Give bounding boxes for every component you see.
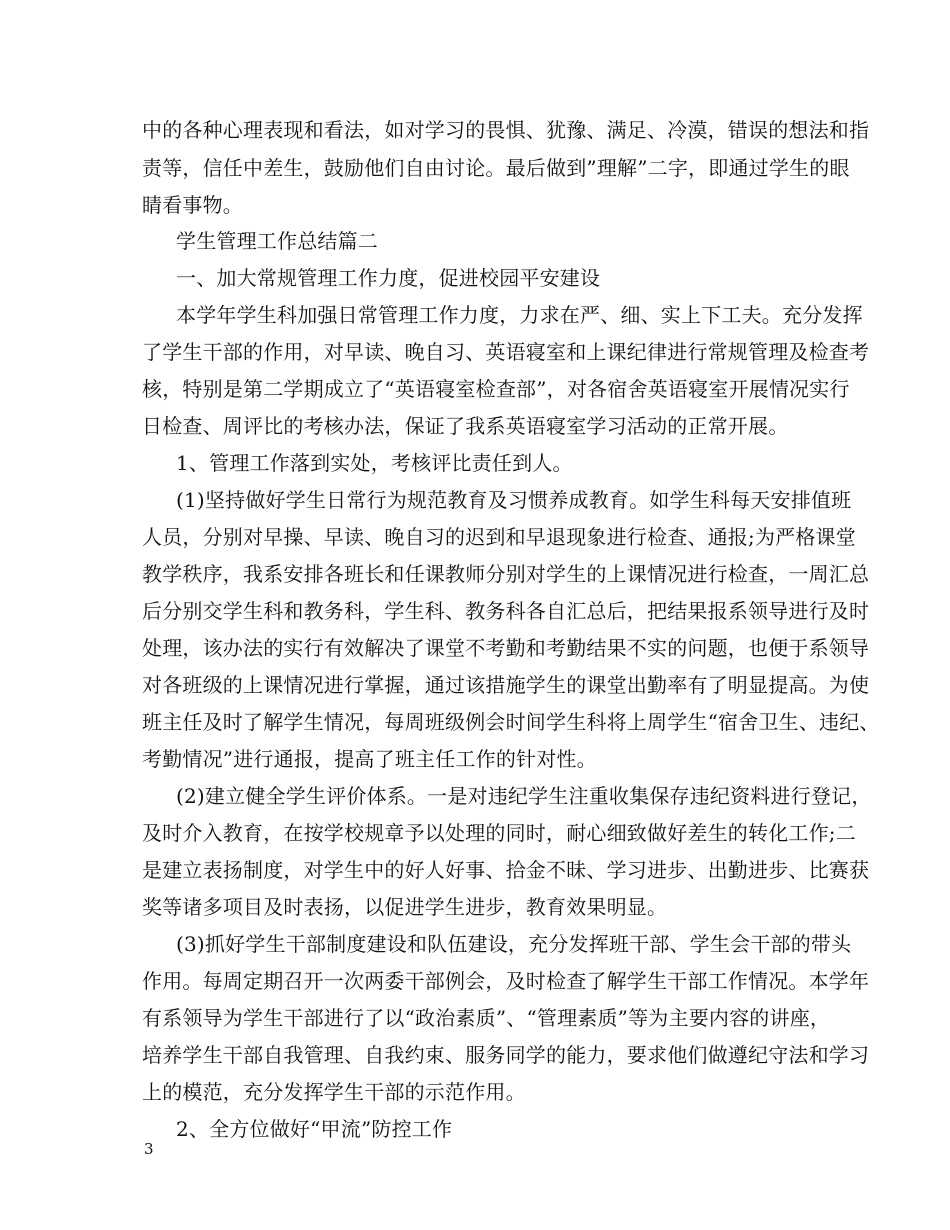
subheading: 一、加大常规管理工作力度，促进校园平安建设 [176, 266, 601, 290]
paragraph-line: 后分别交学生科和教务科，学生科、教务科各自汇总后，把结果报系领导进行及时 [142, 599, 870, 623]
paragraph-line: 教学秩序，我系安排各班长和任课教师分别对学生的上课情况进行检查，一周汇总 [142, 562, 870, 586]
paragraph-line: 人员，分别对早操、早读、晚自习的迟到和早退现象进行检查、通报;为严格课堂 [142, 525, 856, 549]
paragraph-line: 上的模范，充分发挥学生干部的示范作用。 [142, 1080, 526, 1104]
paragraph-line: (3)抓好学生干部制度建设和队伍建设，充分发挥班干部、学生会干部的带头 [176, 932, 852, 956]
paragraph-line: 班主任及时了解学生情况，每周班级例会时间学生科将上周学生“宿舍卫生、违纪、 [142, 710, 880, 734]
paragraph-line: 是建立表扬制度，对学生中的好人好事、拾金不昧、学习进步、出勤进步、比赛获 [142, 858, 870, 882]
paragraph-line: 有系领导为学生干部进行了以“政治素质”、“管理素质”等为主要内容的讲座， [142, 1006, 831, 1030]
paragraph-line: 对各班级的上课情况进行掌握，通过该措施学生的课堂出勤率有了明显提高。为使 [142, 673, 870, 697]
paragraph-line: 作用。每周定期召开一次两委干部例会，及时检查了解学生干部工作情况。本学年 [142, 969, 870, 993]
paragraph-line: 奖等诸多项目及时表扬，以促进学生进步，教育效果明显。 [142, 895, 668, 919]
paragraph-line: 培养学生干部自我管理、自我约束、服务同学的能力，要求他们做遵纪守法和学习 [142, 1043, 870, 1067]
section-heading: 学生管理工作总结篇二 [176, 229, 378, 253]
subheading: 1、管理工作落到实处，考核评比责任到人。 [176, 451, 573, 475]
paragraph-line: 本学年学生科加强日常管理工作力度，力求在严、细、实上下工夫。充分发挥 [176, 303, 863, 327]
paragraph-line: 责等，信任中差生，鼓励他们自由讨论。最后做到”理解”二字，即通过学生的眼 [142, 156, 850, 180]
paragraph-line: (1)坚持做好学生日常行为规范教育及习惯养成教育。如学生科每天安排值班 [176, 488, 852, 512]
paragraph-line: 核，特别是第二学期成立了“英语寝室检查部”，对各宿舍英语寝室开展情况实行 [142, 377, 850, 401]
paragraph-line: (2)建立健全学生评价体系。一是对违纪学生注重收集保存违纪资料进行登记， [176, 784, 872, 808]
paragraph-line: 处理，该办法的实行有效解决了课堂不考勤和考勤结果不实的问题，也便于系领导 [142, 636, 870, 660]
paragraph-line: 日检查、周评比的考核办法，保证了我系英语寝室学习活动的正常开展。 [142, 414, 789, 438]
paragraph-line: 及时介入教育，在按学校规章予以处理的同时，耐心细致做好差生的转化工作;二 [142, 821, 856, 845]
paragraph-line: 了学生干部的作用，对早读、晚自习、英语寝室和上课纪律进行常规管理及检查考 [142, 340, 870, 364]
paragraph-line: 睛看事物。 [142, 193, 243, 217]
paragraph-line: 考勤情况”进行通报，提高了班主任工作的针对性。 [142, 747, 597, 771]
page-number: 3 [144, 1140, 154, 1158]
paragraph-line: 中的各种心理表现和看法，如对学习的畏惧、犹豫、满足、冷漠，错误的想法和指 [142, 118, 870, 142]
subheading: 2、全方位做好“甲流”防控工作 [176, 1117, 453, 1141]
